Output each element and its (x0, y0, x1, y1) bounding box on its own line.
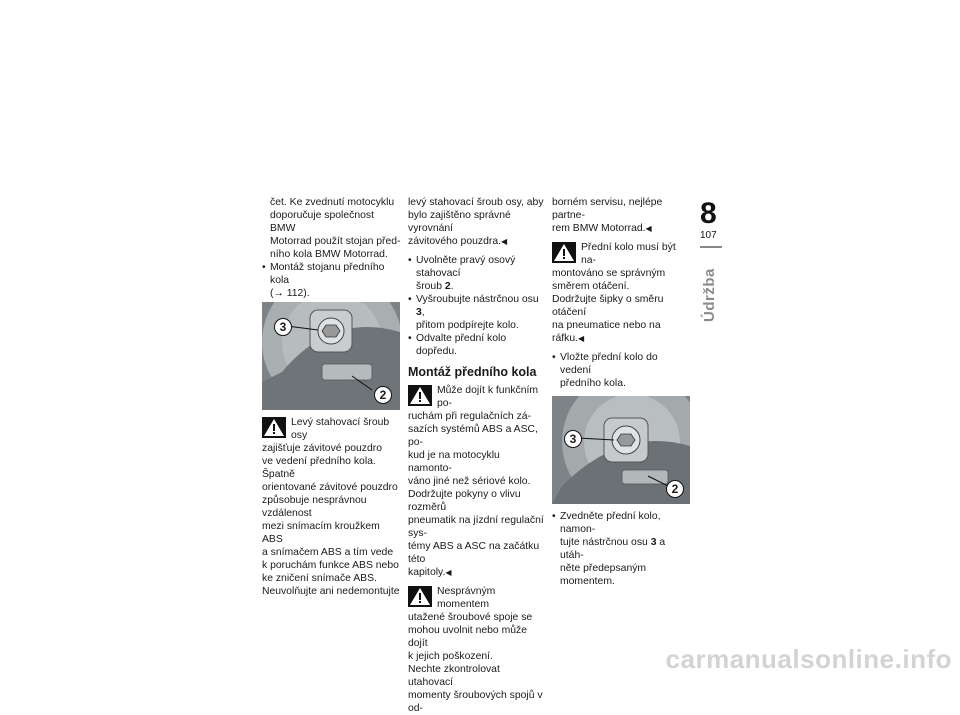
text-line: bylo zajištěno správné vyrovnání (408, 210, 511, 234)
text-line: ruchám při regulačních zá- (408, 411, 532, 422)
list-item (552, 510, 690, 588)
list-item (552, 351, 690, 390)
text-line: levý stahovací šroub osy, aby (408, 197, 544, 208)
text-line: tujte nástrčnou osu (560, 537, 648, 548)
text-line: Dodržujte šipky o směru otáčení (552, 294, 664, 318)
chapter-divider (700, 246, 722, 248)
end-mark-icon: ◀ (501, 237, 508, 246)
text-line: doporučuje společnost BMW (270, 210, 374, 234)
list-item (408, 293, 546, 332)
text-line: montováno se správným (552, 268, 666, 279)
text-line: Nechte zkontrolovat utahovací (408, 664, 500, 688)
text-line: orientované závitové pouzdro (262, 482, 398, 493)
text-line: borném servisu, nejlépe partne- (552, 197, 663, 221)
text-line: Nesprávným momentem (437, 586, 496, 610)
text-line: • Vložte přední kolo do vedení (560, 352, 658, 376)
text-line: momenty šroubových spojů v od- (408, 690, 543, 714)
list-item (408, 254, 546, 293)
text-line: předního kola. (560, 378, 626, 389)
text-line: váno jiné než sériové kolo. (408, 476, 531, 487)
part-number: 3 (416, 307, 422, 318)
text-line: • Uvolněte pravý osový stahovací (416, 255, 516, 279)
warning-block (408, 585, 546, 715)
text-line: Levý stahovací šroub osy (291, 417, 390, 441)
text-line: něte předepsaným momentem. (560, 563, 647, 587)
text-line: rem BMW Motorrad. (552, 223, 646, 234)
front-wheel-photo (262, 302, 400, 410)
text-line: témy ABS a ASC na začátku této (408, 541, 540, 565)
text-line: zajišťuje závitové pouzdro (262, 443, 382, 454)
list-item (262, 261, 402, 300)
text-line: přitom podpírejte kolo. (416, 320, 519, 331)
end-mark-icon: ◀ (578, 334, 585, 343)
text-line: sazích systémů ABS a ASC, po- (408, 424, 538, 448)
text-line: k jejich poškození. (408, 651, 493, 662)
section-heading: Montáž předního kola (408, 365, 537, 379)
text-line: pneumatik na jízdní regulační sys- (408, 515, 544, 539)
text-line: • Odvalte přední kolo dopředu. (416, 333, 507, 357)
text-line: šroub (416, 281, 442, 292)
list-item (408, 332, 546, 358)
callout-label: 2 (666, 480, 684, 498)
page-number: 107 (700, 230, 717, 241)
front-wheel-photo (552, 396, 690, 504)
text-line: na pneumatice nebo na ráfku. (552, 320, 661, 344)
text-line: ke zničení snímače ABS. (262, 573, 377, 584)
text-line: Motorrad použít stojan před- (270, 236, 401, 247)
text-line: a utáh- (560, 537, 666, 561)
text-line: směrem otáčení. (552, 281, 630, 292)
callout-label: 3 (274, 318, 292, 336)
text-line: • Montáž stojanu předního kola (270, 262, 385, 286)
text-line: Neuvolňujte ani nedemontujte (262, 586, 400, 597)
watermark: carmanualsonline.info (665, 644, 952, 674)
text-line: a snímačem ABS a tím vede (262, 547, 394, 558)
callout-label: 2 (374, 386, 392, 404)
callout-label: 3 (564, 430, 582, 448)
end-mark-icon: ◀ (645, 224, 652, 233)
warning-triangle-icon (262, 417, 286, 438)
text-line: utažené šroubové spoje se (408, 612, 533, 623)
text-line: k poruchám funkce ABS nebo (262, 560, 399, 571)
text-line: mohou uvolnit nebo může dojít (408, 625, 527, 649)
text-line: Dodržujte pokyny o vlivu rozměrů (408, 489, 521, 513)
text-line: . (450, 281, 454, 292)
text-line: • Zvedněte přední kolo, namon- (560, 511, 661, 535)
text-line: Může dojít k funkčním po- (437, 385, 539, 409)
text-line: čet. Ke zvednutí motocyklu (270, 197, 395, 208)
part-number: 3 (650, 537, 657, 548)
text-line: způsobuje nesprávnou vzdálenost (262, 495, 367, 519)
warning-triangle-icon (408, 385, 432, 406)
text-line: ve vedení předního kola. Špatně (262, 456, 376, 480)
text-line: , (421, 307, 425, 318)
text-line: závitového pouzdra. (408, 236, 501, 247)
warning-block (262, 416, 402, 598)
column-3 (552, 196, 690, 588)
text-line: kud je na motocyklu namonto- (408, 450, 500, 474)
text-line: Vyšroubujte nástrčnou osu (416, 294, 539, 305)
end-mark-icon: ◀ (445, 568, 452, 577)
warning-block (552, 241, 690, 345)
warning-block (408, 384, 546, 579)
chapter-title: Údržba (701, 268, 718, 322)
warning-triangle-icon (552, 242, 576, 263)
warning-triangle-icon (408, 586, 432, 607)
chapter-number: 8 (700, 197, 717, 230)
column-2 (408, 196, 546, 715)
text-line: Přední kolo musí být na- (581, 242, 676, 266)
text-line: mezi snímacím kroužkem ABS (262, 521, 380, 545)
text-line: ního kola BMW Motorrad. (270, 249, 388, 260)
text-line: (→ 112). (270, 288, 310, 299)
text-line: kapitoly. (408, 567, 446, 578)
part-number: 2 (444, 281, 451, 292)
column-1 (262, 196, 402, 598)
